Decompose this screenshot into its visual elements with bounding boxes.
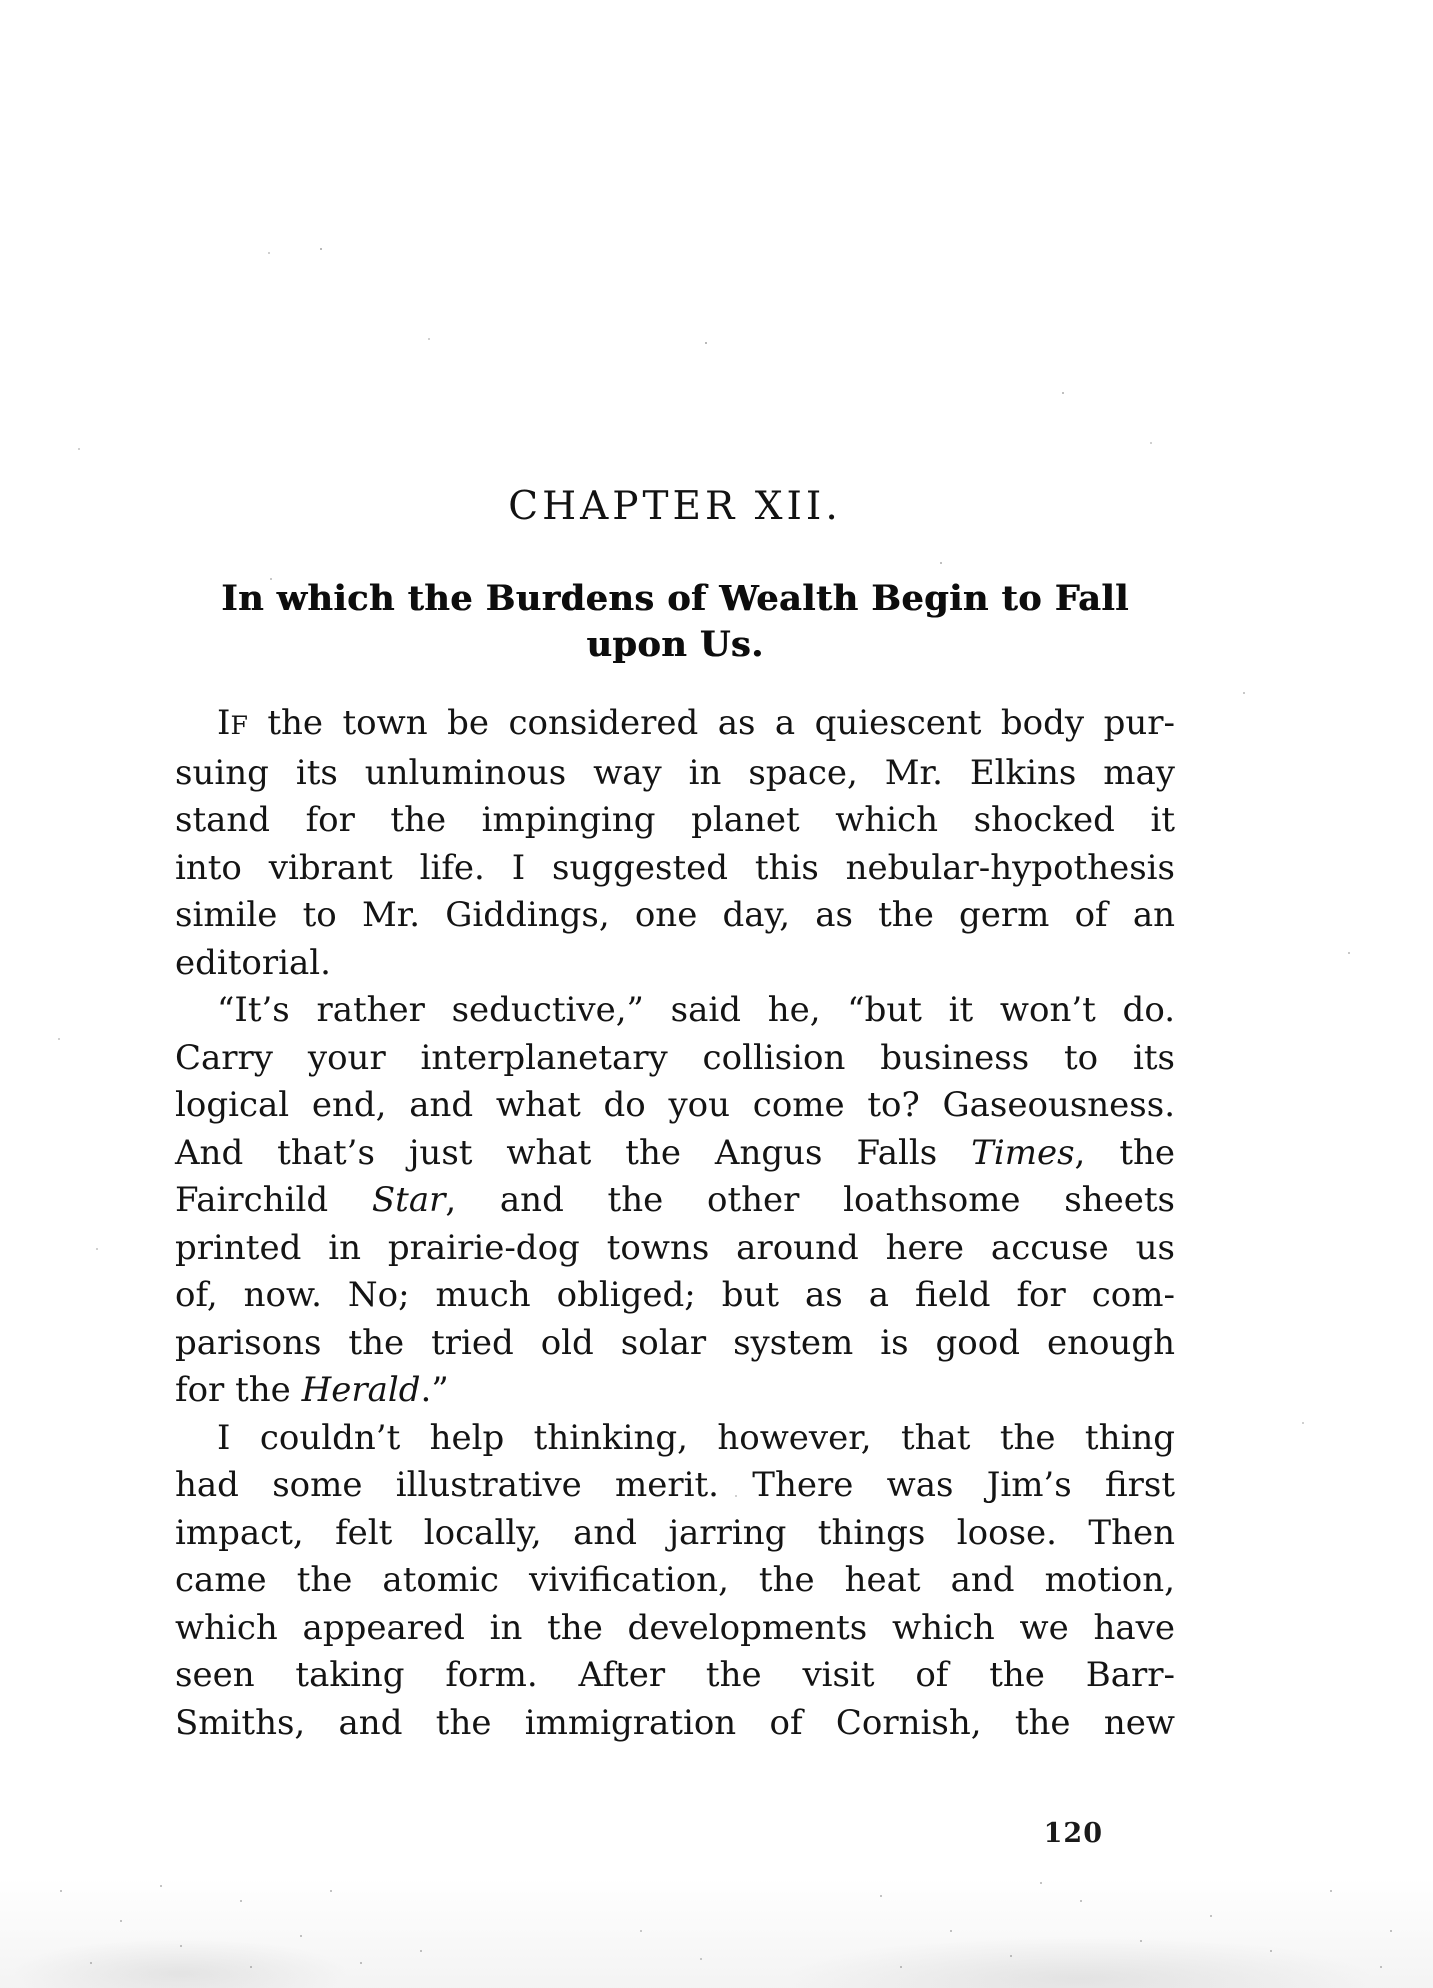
text-line (175, 1272, 1175, 1320)
text-segment: impact, felt locally, and jarring things loose. Then (175, 1512, 1175, 1553)
text-line (175, 1130, 1175, 1178)
text-line (175, 1700, 1175, 1748)
text-line (175, 1605, 1175, 1653)
text-segment: printed in prairie-dog towns around here accuse us (175, 1227, 1175, 1268)
text-segment: Carry your interplanetary collision business to its (175, 1037, 1175, 1078)
scan-speckle-noise (0, 0, 2, 2)
text-line (175, 1082, 1175, 1130)
text-segment-italic: Star (371, 1180, 446, 1220)
text-segment: , and the other loathsome sheets (445, 1180, 1175, 1220)
text-segment: the town be considered as a quiescent body pur- (247, 703, 1175, 743)
text-segment: I (217, 703, 231, 743)
text-line (175, 750, 1175, 798)
chapter-subtitle (175, 576, 1175, 668)
text-column (175, 0, 1175, 1988)
text-segment: Fairchild (175, 1180, 372, 1220)
text-segment: for the (175, 1370, 302, 1410)
text-line (175, 845, 1175, 893)
text-line (175, 1462, 1175, 1510)
text-segment-smallcap: F (230, 711, 248, 740)
text-segment: had some illustrative merit. There was Jim’s first (175, 1465, 1175, 1505)
text-line (175, 1177, 1175, 1225)
text-segment: simile to Mr. Giddings, one day, as the germ of an (175, 895, 1175, 935)
text-segment: “It’s rather seductive,” said he, “but it won’t do. (217, 990, 1175, 1030)
text-line (175, 1320, 1175, 1368)
text-line (175, 892, 1175, 940)
text-segment: stand for the impinging planet which shocked it (175, 800, 1175, 840)
text-line (175, 797, 1175, 845)
text-segment: of, now. No; much obliged; but as a field for com- (175, 1275, 1175, 1315)
text-segment: .” (420, 1370, 449, 1410)
scan-bottom-smudge (0, 1878, 1433, 1988)
text-segment: Smiths, and the immigration of Cornish, the new (175, 1702, 1175, 1743)
text-line (175, 1367, 1175, 1415)
text-line (175, 987, 1175, 1035)
text-segment: , the (1074, 1132, 1175, 1173)
text-segment: into vibrant life. I suggested this nebular-hypothesis (175, 847, 1175, 888)
text-segment-italic: Herald (301, 1370, 421, 1410)
text-segment: suing its unluminous way in space, Mr. Elkins may (175, 752, 1175, 793)
text-segment: And that’s just what the Angus Falls (175, 1132, 972, 1173)
text-segment: came the atomic vivification, the heat and motion, (175, 1560, 1175, 1600)
text-line (175, 700, 1175, 750)
page-number: 120 (1043, 1818, 1103, 1849)
subtitle-line-2: upon Us. (586, 624, 764, 665)
text-line (175, 1225, 1175, 1273)
text-segment: seen taking form. After the visit of the Barr- (175, 1655, 1175, 1695)
text-segment-italic: Times (971, 1132, 1075, 1173)
subtitle-line-1: In which the Burdens of Wealth Begin to Fall (221, 578, 1129, 619)
text-segment: I couldn’t help thinking, however, that the thing (217, 1417, 1175, 1458)
text-segment: editorial. (175, 942, 331, 983)
text-line (175, 1035, 1175, 1083)
text-line (175, 1557, 1175, 1605)
body-text (175, 700, 1175, 1747)
text-segment: parisons the tried old solar system is good enough (175, 1322, 1175, 1363)
text-line (175, 1415, 1175, 1463)
text-segment: logical end, and what do you come to? Gaseousness. (175, 1085, 1175, 1125)
text-line (175, 1510, 1175, 1558)
text-line (175, 1652, 1175, 1700)
chapter-heading: CHAPTER XII. (508, 484, 842, 529)
text-segment: which appeared in the developments which we have (175, 1607, 1175, 1648)
text-line (175, 940, 1175, 988)
